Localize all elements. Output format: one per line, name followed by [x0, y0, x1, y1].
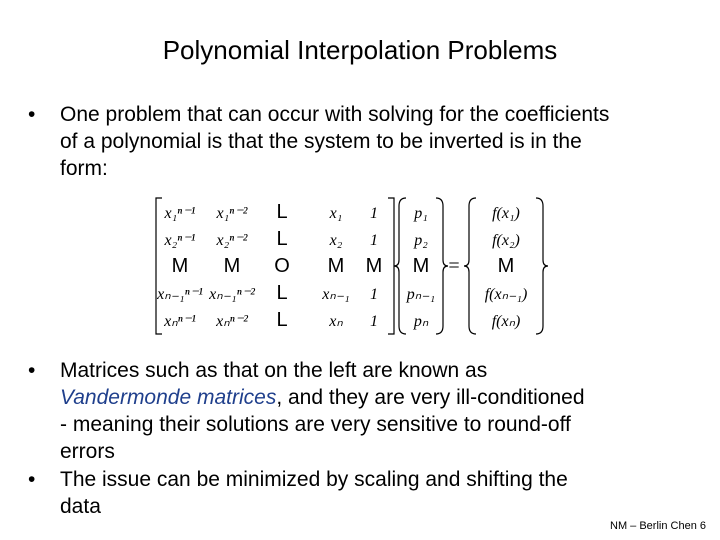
matrix-entry: x₂ [329, 232, 343, 249]
p-right-brace [436, 198, 448, 334]
matrix-entry: 1 [370, 286, 378, 303]
bullet-text: The issue can be minimized by scaling and shifting the data [60, 468, 568, 518]
bullet-dot: • [28, 359, 36, 382]
vandermonde-term: Vandermonde matrices [60, 386, 277, 409]
matrix-entry: 1 [370, 205, 378, 222]
matrix-entry: x₂ⁿ⁻² [216, 232, 248, 249]
p-vector-entry: p₂ [414, 232, 428, 249]
bullet-text-after: , and they are very ill-conditioned - meaning their solutions are very sensitive to round-off errors [60, 386, 585, 463]
p-vector-entry: M [412, 255, 430, 277]
equals-sign: = [448, 255, 460, 277]
matrix-entry: L [276, 201, 288, 223]
matrix-entry: x₁ⁿ⁻¹ [164, 205, 196, 222]
f-right-brace [536, 198, 548, 334]
matrix-entry: x₁ [329, 205, 343, 222]
bullet-text [60, 357, 700, 465]
matrix-entry: x₁ⁿ⁻² [216, 205, 248, 222]
p-vector-entry: p₁ [414, 205, 428, 222]
vandermonde-equation [150, 196, 550, 336]
f-vector-entry: f(x₂) [492, 232, 520, 249]
matrix-entry: 1 [370, 232, 378, 249]
slide-footer: NM – Berlin Chen 6 [610, 520, 706, 532]
bullet-text: One problem that can occur with solving for the coefficients of a polynomial is that the system to be inverted is in the form: [60, 103, 610, 180]
matrix-entry: xₙ [329, 313, 343, 330]
f-vector-entry: f(xₙ₋₁) [484, 286, 528, 303]
f-vector-entry: M [497, 255, 515, 277]
matrix-entry: xₙ₋₁ⁿ⁻² [209, 286, 255, 303]
p-vector-entry: pₙ [413, 313, 429, 330]
matrix-entry: x₂ⁿ⁻¹ [164, 232, 196, 249]
matrix-entry: M [223, 255, 241, 277]
f-vector-entry: f(x₁) [492, 205, 520, 222]
equation-graphic [150, 196, 550, 336]
matrix-entry: O [274, 255, 290, 277]
slide-title: Polynomial Interpolation Problems [162, 35, 558, 65]
matrix-entry: M [365, 255, 383, 277]
f-left-brace [464, 198, 476, 334]
matrix-entry: 1 [370, 313, 378, 330]
matrix-entry: L [276, 228, 288, 250]
matrix-entry: xₙ₋₁ [322, 286, 350, 303]
bullet-dot: • [28, 103, 36, 126]
f-vector-entry: f(xₙ) [491, 313, 521, 330]
p-vector-entry: pₙ₋₁ [406, 286, 436, 303]
matrix-entry: M [327, 255, 345, 277]
matrix-entry: xₙⁿ⁻² [216, 313, 248, 330]
matrix-entry: M [171, 255, 189, 277]
bullet-text-before: Matrices such as that on the left are known as [60, 359, 488, 382]
bullet-dot: • [28, 468, 36, 491]
matrix-right-bracket [388, 198, 394, 334]
matrix-left-bracket [156, 198, 162, 334]
matrix-entry: L [276, 309, 288, 331]
matrix-entry: xₙⁿ⁻¹ [164, 313, 196, 330]
p-left-brace [394, 198, 406, 334]
matrix-entry: xₙ₋₁ⁿ⁻¹ [157, 286, 203, 303]
matrix-entry: L [276, 282, 288, 304]
